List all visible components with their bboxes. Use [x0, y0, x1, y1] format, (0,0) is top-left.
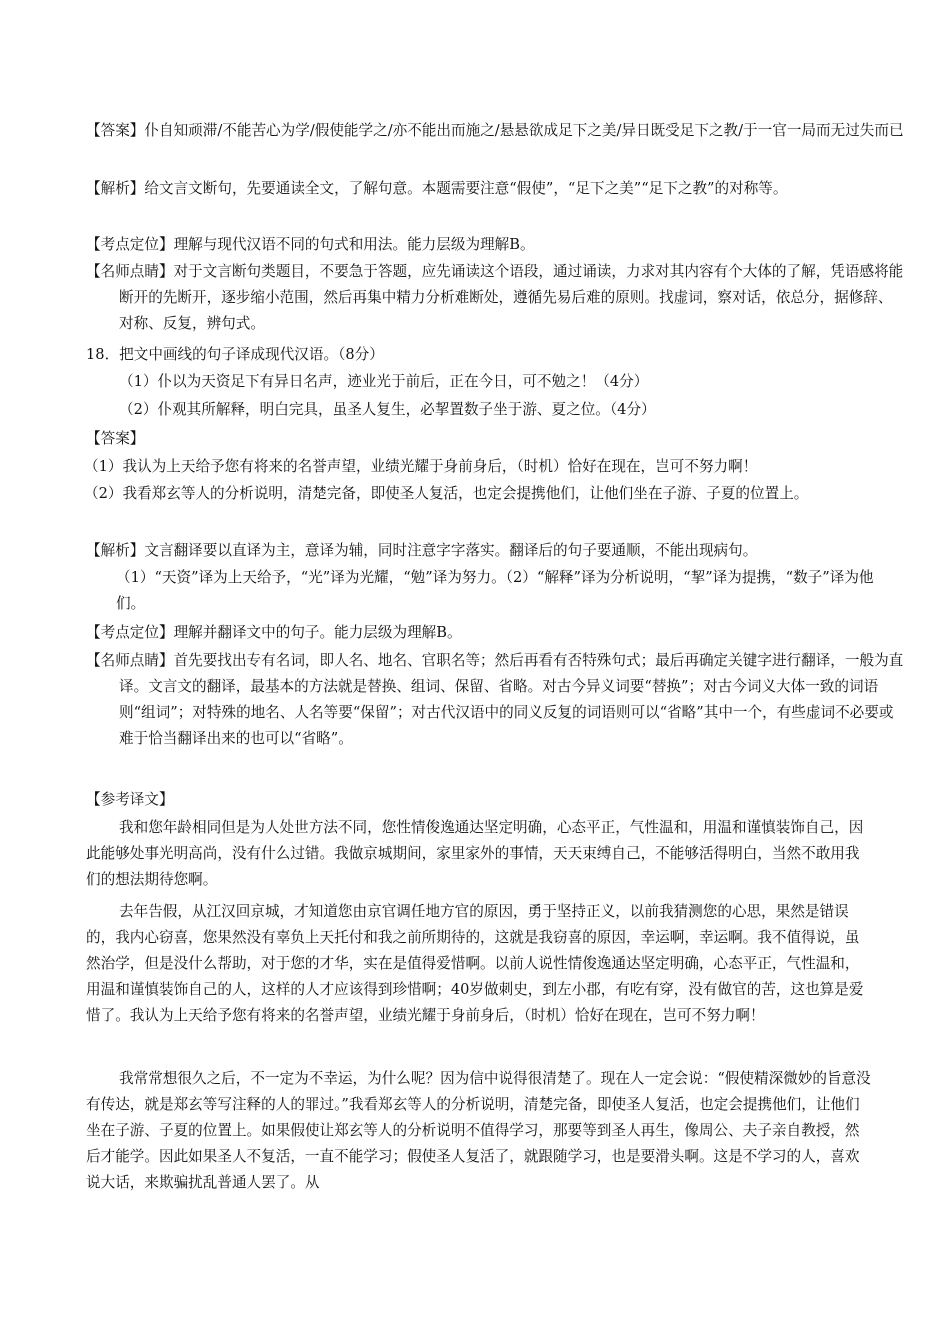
q18-mingshi: 【名师点睛】首先要找出专有名词，即人名、地名、官职名等；然后再看有否特殊句式；最后再确定关键字进行翻译，一般为直译。文言文的翻译，最基本的方法就是替换、组词、保留、省略。对古今异义词要“替换”；对古今词义大体一致的词语则“组词”；对特殊的地名、人名等要“保留”；对古代汉语中的同义反复的词语则可以“省略”其中一个，有些虚词不必要或难于恰当翻译出来的也可以“省略”。	[86, 652, 904, 747]
q17-kaodian: 【考点定位】理解与现代汉语不同的句式和用法。能力层级为理解B。	[86, 236, 535, 253]
q18-stem: 18．把文中画线的句子译成现代汉语。（8分）	[86, 346, 384, 363]
translation-label: 【参考译文】	[86, 791, 174, 808]
q18-analysis-detail: （1）“天资”译为上天给予，“光”译为光耀，“勉”译为努力。（2）“解释”译为分析说明，“挈”译为提携，“数子”译为他们。	[116, 569, 874, 612]
q18-answer-1: （1）我认为上天给予您有将来的名誉声望，业绩光耀于身前身后，（时机）恰好在现在，岂可不努力啊！	[84, 458, 758, 475]
q17-analysis: 【解析】给文言文断句，先要通读全文，了解句意。本题需要注意“假使”，“足下之美”“足下之教”的对称等。	[86, 180, 788, 197]
translation-paragraph-2: 去年告假，从江汉回京城，才知道您由京官调任地方官的原因，勇于坚持正义，以前我猜测您的心思，果然是错误的，我内心窃喜，您果然没有辜负上天托付和我之前所期待的，这就是我窃喜的原因，幸运啊，幸运啊。我不值得说，虽然治学，但是没什么帮助，对于您的才华，实在是值得爱惜啊。以前人说性情俊逸通达坚定明确，心态平正，气性温和，用温和谨慎装饰自己的人，这样的人才应该得到珍惜啊；40岁做刺史，到左小郡，有吃有穿，没有做官的苦，这也算是爱惜了。我认为上天给予您有将来的名誉声望，业绩光耀于身前身后，（时机）恰好在现在，岂可不努力啊！	[86, 903, 864, 1024]
q18-answer-2: （2）我看郑玄等人的分析说明，清楚完备，即使圣人复活，也定会提携他们，让他们坐在子游、子夏的位置上。	[84, 485, 809, 502]
translation-paragraph-1: 我和您年龄相同但是为人处世方法不同，您性情俊逸通达坚定明确，心态平正，气性温和，用温和谨慎装饰自己，因此能够处事光明高尚，没有什么过错。我做京城期间，家里家外的事情，天天束缚自己，不能够活得明白，当然不敢用我们的想法期待您啊。	[86, 819, 864, 888]
q18-answer-label: 【答案】	[86, 430, 145, 447]
translation-paragraph-3: 我常常想很久之后，不一定为不幸运，为什么呢？因为信中说得很清楚了。现在人一定会说：“假使精深微妙的旨意没有传达，就是郑玄等写注释的人的罪过。”我看郑玄等人的分析说明，清楚完备，即使圣人复活，也定会提携他们，让他们坐在子游、子夏的位置上。如果假使让郑玄等人的分析说明不值得学习，那要等到圣人再生，像周公、夫子亲自教授，然后才能学。因此如果圣人不复活，一直不能学习；假使圣人复活了，就跟随学习，也是要滑头啊。这是不学习的人，喜欢说大话，来欺骗扰乱普通人罢了。从	[86, 1070, 871, 1191]
q17-answer: 【答案】仆自知顽滞/不能苦心为学/假使能学之/亦不能出而施之/悬悬欲成足下之美/异日既受足下之教/于一官一局而无过失而已	[86, 122, 904, 139]
q18-kaodian: 【考点定位】理解并翻译文中的句子。能力层级为理解B。	[86, 624, 462, 641]
q18-item-1: （1）仆以为天资足下有异日名声，迹业光于前后，正在今日，可不勉之！（4分）	[119, 373, 649, 390]
q18-analysis: 【解析】文言翻译要以直译为主，意译为辅，同时注意字字落实。翻译后的句子要通顺，不能出现病句。	[86, 542, 758, 559]
q18-item-2: （2）仆观其所解释，明白完具，虽圣人复生，必挈置数子坐于游、夏之位。（4分）	[119, 401, 656, 418]
q17-mingshi: 【名师点睛】对于文言断句类题目，不要急于答题，应先诵读这个语段，通过诵读，力求对其内容有个大体的了解，凭语感将能断开的先断开，逐步缩小范围，然后再集中精力分析难断处，遵循先易后难的原则。找虚词，察对话，依总分，据修辞、对称、反复，辨句式。	[86, 263, 904, 332]
